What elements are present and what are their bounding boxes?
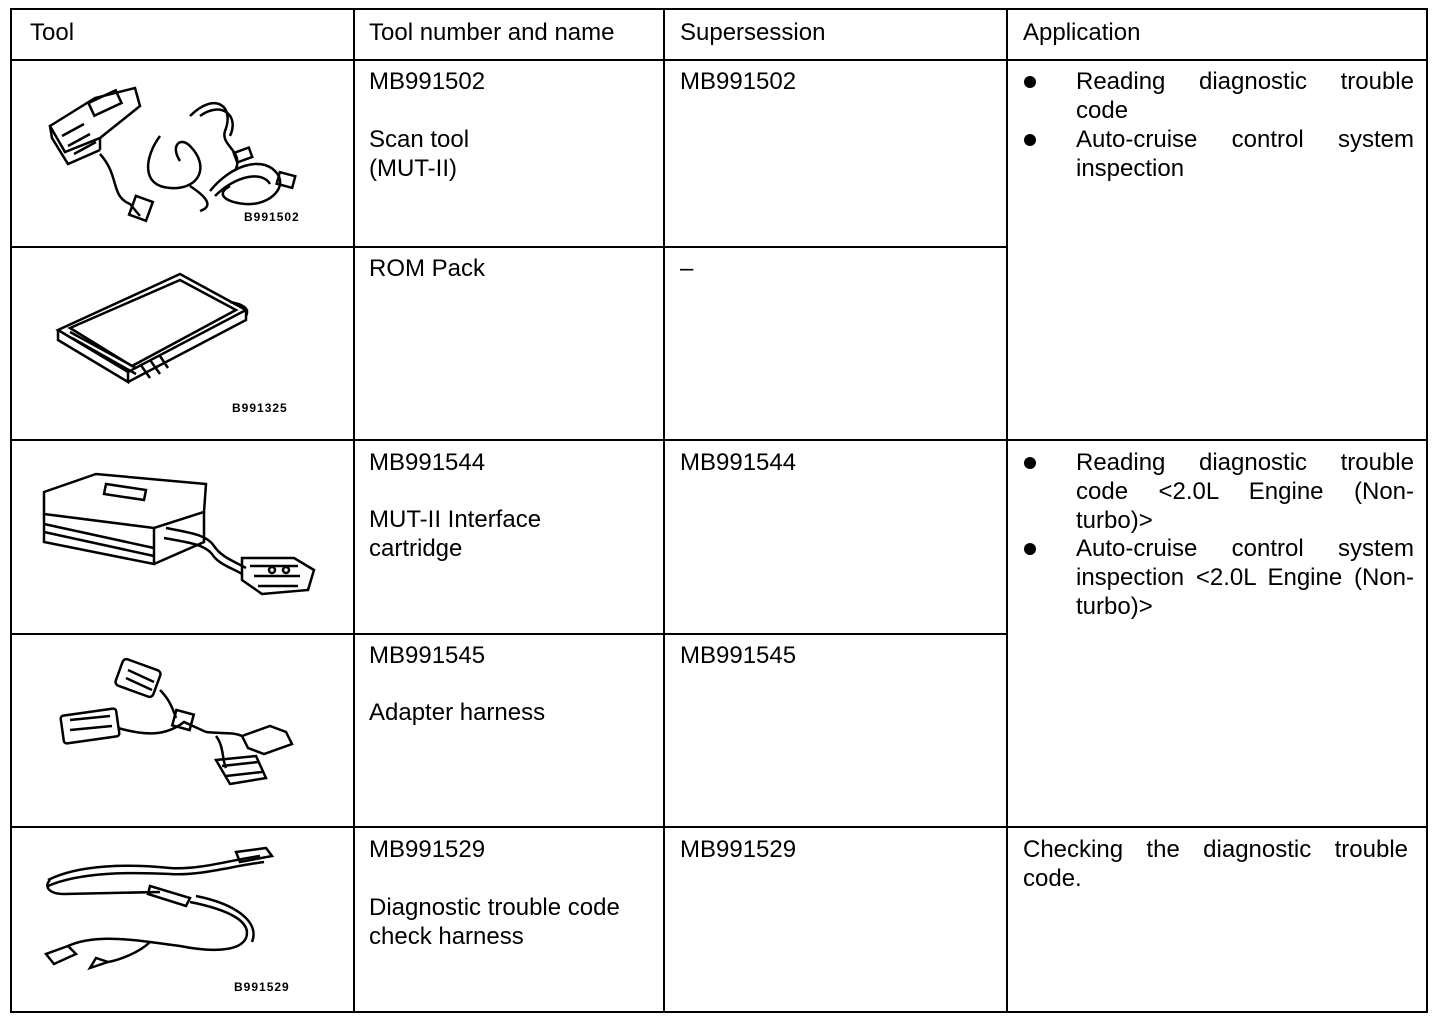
supersession-value: MB991545 [680, 642, 797, 669]
table-border-bottom [10, 1011, 1428, 1013]
header-tool: Tool [30, 19, 75, 46]
header-tool-number-name: Tool number and name [369, 19, 615, 46]
header-application: Application [1023, 19, 1141, 46]
tool-number: MB991529 [369, 836, 486, 863]
tool-name: cartridge [369, 535, 463, 562]
supersession-value: MB991544 [680, 449, 797, 476]
bullet-icon [1024, 543, 1036, 555]
figure-label: B991529 [234, 980, 290, 994]
table-border-top [10, 8, 1428, 10]
tool-number: MB991544 [369, 449, 486, 476]
tool-name: Scan tool [369, 126, 470, 153]
application-item: Auto-cruise control system inspection [1076, 126, 1414, 182]
row-divider [10, 633, 1006, 635]
application-item: Reading diagnostic trouble code <2.0L Engine (Non-turbo)> [1076, 449, 1414, 534]
tool-number: MB991502 [369, 68, 486, 95]
figure-label: B991325 [232, 401, 288, 415]
column-divider [353, 8, 355, 1013]
tool-name: (MUT-II) [369, 155, 457, 182]
tool-name: check harness [369, 923, 524, 950]
interface-cartridge-illustration [36, 472, 326, 607]
check-harness-illustration [40, 842, 280, 977]
supersession-value: MB991502 [680, 68, 797, 95]
column-divider [663, 8, 665, 1013]
rom-pack-illustration [50, 268, 260, 393]
tool-number: ROM Pack [369, 255, 486, 282]
application-item: Checking the diagnostic trouble code. [1023, 836, 1408, 892]
application-item: Auto-cruise control system inspection <2.0L Engine (Non-turbo)> [1076, 535, 1414, 620]
header-supersession: Supersession [680, 19, 826, 46]
supersession-value: MB991529 [680, 836, 797, 863]
table-border-right [1426, 8, 1428, 1013]
row-divider [10, 826, 1428, 828]
row-divider [10, 246, 1006, 248]
adapter-harness-illustration [56, 660, 306, 795]
row-divider [10, 439, 1428, 441]
column-divider [1006, 8, 1008, 1013]
tool-name: Diagnostic trouble code [369, 894, 620, 921]
tool-name: MUT-II Interface [369, 506, 542, 533]
bullet-icon [1024, 457, 1036, 469]
figure-label: B991502 [244, 210, 300, 224]
table-border-left [10, 8, 12, 1013]
tool-number: MB991545 [369, 642, 486, 669]
application-item: Reading diagnostic trouble code [1076, 68, 1414, 124]
header-divider [10, 59, 1428, 61]
bullet-icon [1024, 76, 1036, 88]
bullet-icon [1024, 134, 1036, 146]
scan-tool-illustration [40, 76, 300, 231]
supersession-value: – [680, 255, 694, 282]
tool-name: Adapter harness [369, 699, 546, 726]
